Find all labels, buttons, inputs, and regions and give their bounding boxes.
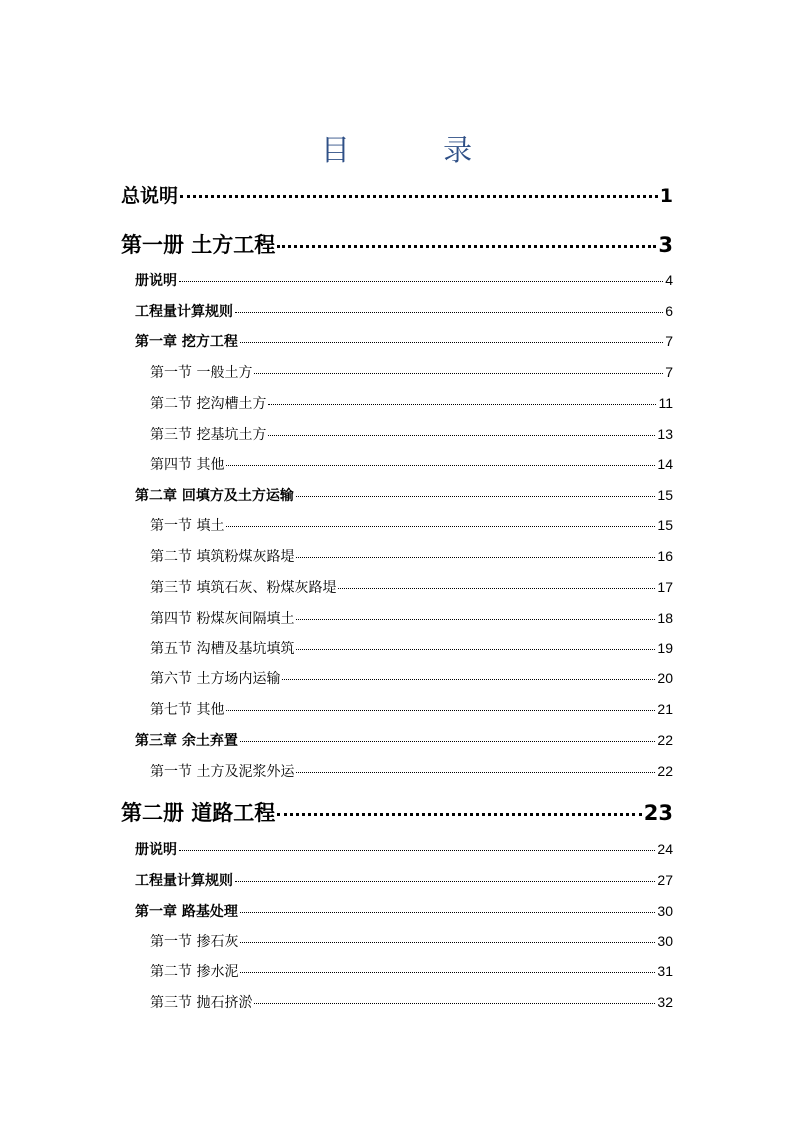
toc-entry-label: 第一节 填土 bbox=[150, 518, 225, 535]
toc-entry[interactable] bbox=[150, 392, 673, 413]
toc-entry-page-number: 16 bbox=[657, 548, 673, 565]
toc-entry-label: 第二章 回填方及土方运输 bbox=[135, 488, 294, 505]
toc-entry-label: 工程量计算规则 bbox=[135, 304, 233, 321]
toc-entry[interactable] bbox=[150, 930, 673, 951]
dot-leader bbox=[296, 484, 656, 497]
toc-entry[interactable] bbox=[121, 178, 673, 208]
toc-entry-page-number: 6 bbox=[665, 303, 673, 320]
toc-entry-page-number: 18 bbox=[657, 610, 673, 627]
toc-entry[interactable] bbox=[135, 300, 673, 321]
toc-entry-label: 第七节 其他 bbox=[150, 702, 225, 719]
toc-entry-page-number: 17 bbox=[657, 579, 673, 596]
toc-entry-page-number: 21 bbox=[657, 701, 673, 718]
toc-entry-page-number: 7 bbox=[665, 364, 673, 381]
dot-leader bbox=[277, 226, 656, 248]
toc-entry-label: 第一节 土方及泥浆外运 bbox=[150, 764, 295, 781]
toc-entry-label: 第六节 土方场内运输 bbox=[150, 671, 281, 688]
toc-entry[interactable] bbox=[135, 269, 673, 290]
toc-entry-page-number: 24 bbox=[657, 841, 673, 858]
toc-entry[interactable] bbox=[150, 361, 673, 382]
toc-entry-label: 第四节 其他 bbox=[150, 457, 225, 474]
dot-leader bbox=[254, 361, 663, 374]
toc-entry-label: 总说明 bbox=[121, 184, 179, 207]
toc-entry-page-number: 30 bbox=[657, 933, 673, 950]
toc-entry[interactable] bbox=[150, 637, 673, 658]
toc-entry-label: 第二节 掺水泥 bbox=[150, 964, 239, 981]
toc-entry-label: 第二节 挖沟槽土方 bbox=[150, 396, 267, 413]
dot-leader bbox=[226, 453, 655, 466]
dot-leader bbox=[179, 269, 663, 282]
toc-entry[interactable] bbox=[150, 423, 673, 444]
toc-entry[interactable] bbox=[150, 607, 673, 628]
toc-entry-page-number: 15 bbox=[657, 517, 673, 534]
dot-leader bbox=[240, 330, 663, 343]
toc-entry-label: 第三节 填筑石灰、粉煤灰路堤 bbox=[150, 580, 337, 597]
toc-entry[interactable] bbox=[135, 900, 673, 921]
toc-entry[interactable] bbox=[121, 794, 673, 827]
toc-entry-page-number: 27 bbox=[657, 872, 673, 889]
toc-entry[interactable] bbox=[135, 869, 673, 890]
toc-entry[interactable] bbox=[135, 484, 673, 505]
toc-entry-label: 第二册 道路工程 bbox=[121, 801, 276, 826]
toc-entry[interactable] bbox=[135, 330, 673, 351]
toc-entry[interactable] bbox=[150, 453, 673, 474]
dot-leader bbox=[240, 960, 655, 973]
toc-entry-page-number: 22 bbox=[657, 763, 673, 780]
toc-entry-page-number: 3 bbox=[658, 233, 673, 258]
toc-entry-label: 第二节 填筑粉煤灰路堤 bbox=[150, 549, 295, 566]
toc-entry-page-number: 4 bbox=[665, 272, 673, 289]
toc-entry-page-number: 31 bbox=[657, 963, 673, 980]
dot-leader bbox=[296, 637, 655, 650]
toc-entry-page-number: 22 bbox=[657, 732, 673, 749]
dot-leader bbox=[240, 930, 655, 943]
dot-leader bbox=[226, 514, 655, 527]
dot-leader bbox=[226, 698, 655, 711]
toc-entry-page-number: 19 bbox=[657, 640, 673, 657]
dot-leader bbox=[296, 545, 655, 558]
dot-leader bbox=[296, 607, 655, 620]
toc-entry-page-number: 30 bbox=[657, 903, 673, 920]
toc-entry[interactable] bbox=[150, 991, 673, 1012]
toc-entry[interactable] bbox=[135, 838, 673, 859]
toc-entry-label: 工程量计算规则 bbox=[135, 873, 233, 890]
dot-leader bbox=[240, 900, 656, 913]
toc-entry[interactable] bbox=[150, 576, 673, 597]
toc-entry-page-number: 23 bbox=[643, 801, 673, 826]
toc-entry-page-number: 1 bbox=[659, 184, 673, 207]
dot-leader bbox=[179, 838, 655, 851]
toc-entry[interactable] bbox=[135, 729, 673, 750]
dot-leader bbox=[240, 729, 656, 742]
toc-entry-page-number: 7 bbox=[665, 333, 673, 350]
toc-entry[interactable] bbox=[150, 545, 673, 566]
toc-entry-label: 第一节 一般土方 bbox=[150, 365, 253, 382]
toc-entry-label: 第三章 余土弃置 bbox=[135, 733, 238, 750]
toc-entry-page-number: 14 bbox=[657, 456, 673, 473]
dot-leader bbox=[282, 667, 655, 680]
toc-entry-page-number: 20 bbox=[657, 670, 673, 687]
dot-leader bbox=[338, 576, 655, 589]
toc-entry-label: 第三节 挖基坑土方 bbox=[150, 427, 267, 444]
toc-entry[interactable] bbox=[121, 226, 673, 259]
dot-leader bbox=[277, 794, 641, 816]
toc-entry-label: 第一节 掺石灰 bbox=[150, 934, 239, 951]
dot-leader bbox=[296, 760, 655, 773]
dot-leader bbox=[268, 423, 655, 436]
toc-entry-page-number: 15 bbox=[657, 487, 673, 504]
toc-entry-label: 第四节 粉煤灰间隔填土 bbox=[150, 611, 295, 628]
toc-entry[interactable] bbox=[150, 960, 673, 981]
toc-entry[interactable] bbox=[150, 698, 673, 719]
toc-entry-page-number: 13 bbox=[657, 426, 673, 443]
toc-entry[interactable] bbox=[150, 760, 673, 781]
toc-entry-label: 册说明 bbox=[135, 842, 177, 859]
toc-entry[interactable] bbox=[150, 514, 673, 535]
dot-leader bbox=[235, 869, 655, 882]
toc-entry-page-number: 11 bbox=[658, 395, 673, 412]
toc-entry-label: 第一章 挖方工程 bbox=[135, 334, 238, 351]
toc-entry[interactable] bbox=[150, 667, 673, 688]
dot-leader bbox=[180, 178, 658, 198]
toc-entry-label: 第五节 沟槽及基坑填筑 bbox=[150, 641, 295, 658]
toc-entry-label: 第一册 土方工程 bbox=[121, 233, 276, 258]
toc-entry-label: 第三节 抛石挤淤 bbox=[150, 995, 253, 1012]
dot-leader bbox=[235, 300, 663, 313]
dot-leader bbox=[268, 392, 656, 405]
toc-entry-label: 册说明 bbox=[135, 273, 177, 290]
toc-entry-label: 第一章 路基处理 bbox=[135, 904, 238, 921]
toc-title: 目 录 bbox=[320, 133, 515, 167]
dot-leader bbox=[254, 991, 655, 1004]
toc-entry-page-number: 32 bbox=[657, 994, 673, 1011]
